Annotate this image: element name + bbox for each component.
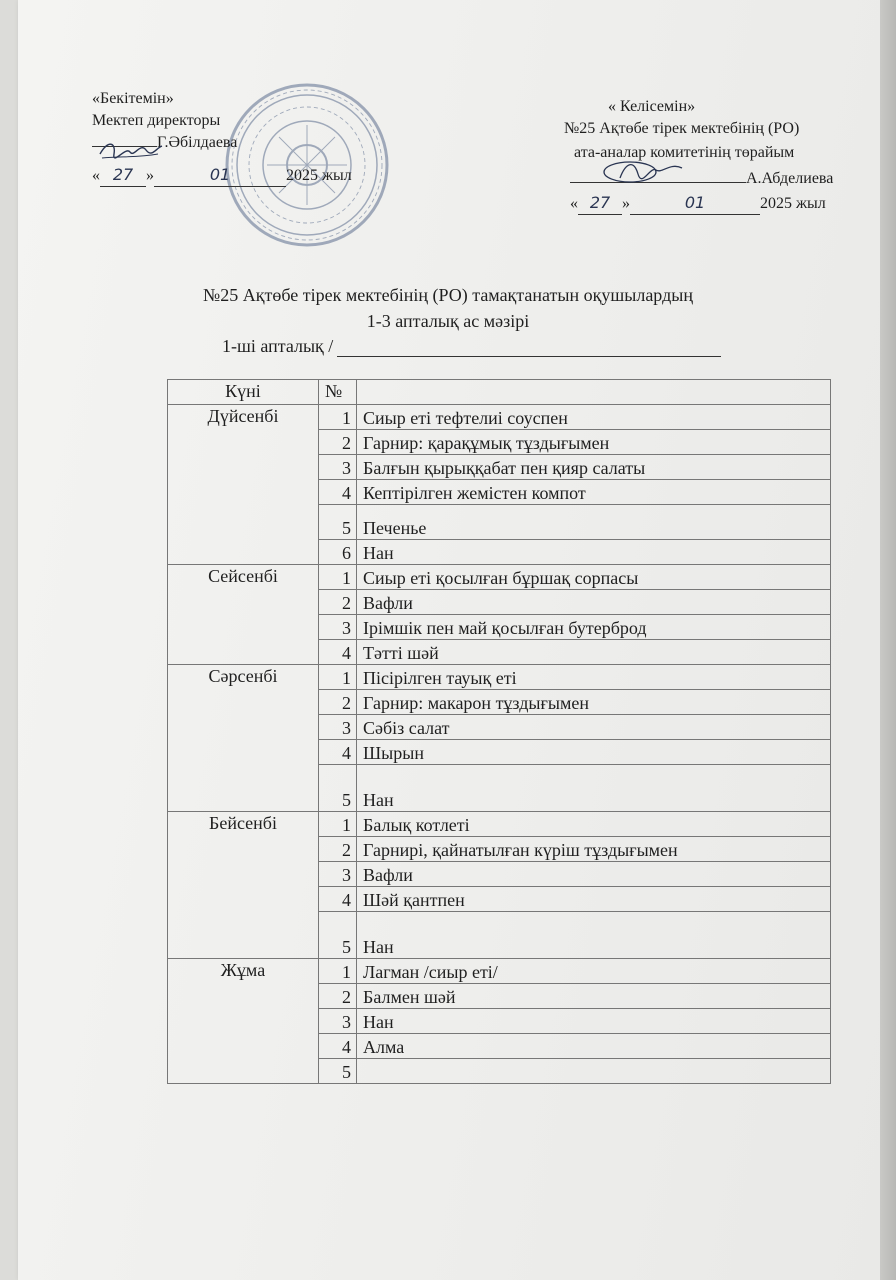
agreement-name: А.Абделиева — [746, 170, 834, 187]
dish-name: Балмен шәй — [357, 984, 831, 1009]
dish-name: Сиыр еті қосылған бұршақ сорпасы — [357, 565, 831, 590]
week-label — [222, 336, 721, 357]
item-number: 1 — [319, 565, 357, 590]
item-number: 5 — [319, 912, 357, 959]
director-signature-icon — [96, 136, 166, 166]
approval-year: 2025 жыл — [286, 167, 352, 184]
dish-name: Балғын қырыққабат пен қияр салаты — [357, 455, 831, 480]
item-number: 2 — [319, 690, 357, 715]
table-header-row — [168, 380, 831, 405]
dish-name: Ірімшік пен май қосылған бутерброд — [357, 615, 831, 640]
agreement-month: 01 — [630, 192, 760, 215]
header-day: Күні — [168, 380, 319, 405]
item-number: 4 — [319, 887, 357, 912]
table-row — [168, 665, 831, 690]
table-row — [168, 565, 831, 590]
agreement-date: « 27 » 01 2025 жыл — [570, 192, 826, 215]
approval-label: «Бекітемін» — [92, 90, 174, 107]
approval-date: « 27 » 01 2025 жыл — [92, 164, 352, 187]
document-title: №25 Ақтөбе тірек мектебінің (РО) тамақтанатын оқушылардың — [203, 285, 693, 305]
item-number: 3 — [319, 715, 357, 740]
table-row — [168, 405, 831, 430]
dish-name: Шырын — [357, 740, 831, 765]
header-num: № — [319, 380, 357, 405]
item-number: 4 — [319, 480, 357, 505]
item-number: 5 — [319, 765, 357, 812]
item-number: 4 — [319, 740, 357, 765]
dish-name: Гарнир: қарақұмық тұздығымен — [357, 430, 831, 455]
committee-signature-icon — [590, 156, 686, 190]
agreement-day: 27 — [578, 192, 622, 215]
agreement-year: 2025 жыл — [760, 195, 826, 212]
approval-month: 01 — [154, 164, 286, 187]
header-dish — [357, 380, 831, 405]
document-subtitle: 1-3 апталық ас мәзірі — [366, 311, 530, 331]
dish-name: Алма — [357, 1034, 831, 1059]
dish-name: Тәтті шәй — [357, 640, 831, 665]
agreement-label: « Келісемін» — [608, 98, 696, 115]
page-edge — [880, 0, 896, 1280]
item-number: 3 — [319, 455, 357, 480]
dish-name: Вафли — [357, 590, 831, 615]
item-number: 2 — [319, 590, 357, 615]
table-row — [168, 959, 831, 984]
dish-name — [357, 1059, 831, 1084]
agreement-org: №25 Ақтөбе тірек мектебінің (РО) — [564, 120, 800, 137]
dish-name: Нан — [357, 765, 831, 812]
item-number: 2 — [319, 430, 357, 455]
dish-name: Нан — [357, 1009, 831, 1034]
item-number: 5 — [319, 505, 357, 540]
day-cell: Жұма — [168, 959, 319, 1084]
dish-name: Вафли — [357, 862, 831, 887]
agreement-role: ата-аналар комитетінің төрайым — [574, 144, 795, 161]
dish-name: Гарнир: макарон тұздығымен — [357, 690, 831, 715]
item-number: 4 — [319, 640, 357, 665]
dish-name: Пісірілген тауық еті — [357, 665, 831, 690]
dish-name: Шәй қантпен — [357, 887, 831, 912]
day-cell: Бейсенбі — [168, 812, 319, 959]
approval-name: Г.Әбілдаева — [157, 134, 238, 151]
approval-day: 27 — [100, 164, 146, 187]
dish-name: Кептірілген жемістен компот — [357, 480, 831, 505]
dish-name: Сиыр еті тефтелиі соуспен — [357, 405, 831, 430]
week-blank-line — [337, 340, 721, 357]
dish-name: Сәбіз салат — [357, 715, 831, 740]
day-cell: Дүйсенбі — [168, 405, 319, 565]
day-cell: Сейсенбі — [168, 565, 319, 665]
item-number: 6 — [319, 540, 357, 565]
dish-name: Нан — [357, 540, 831, 565]
item-number: 3 — [319, 1009, 357, 1034]
item-number: 3 — [319, 862, 357, 887]
approval-role: Мектеп директоры — [92, 112, 221, 129]
dish-name: Лагман /сиыр еті/ — [357, 959, 831, 984]
week-text: 1-ші апталық / — [222, 336, 334, 356]
item-number: 1 — [319, 665, 357, 690]
dish-name: Печенье — [357, 505, 831, 540]
table-row — [168, 812, 831, 837]
dish-name: Нан — [357, 912, 831, 959]
item-number: 1 — [319, 812, 357, 837]
item-number: 1 — [319, 405, 357, 430]
item-number: 1 — [319, 959, 357, 984]
dish-name: Гарнирі, қайнатылған күріш тұздығымен — [357, 837, 831, 862]
item-number: 4 — [319, 1034, 357, 1059]
dish-name: Балық котлеті — [357, 812, 831, 837]
item-number: 2 — [319, 837, 357, 862]
day-cell: Сәрсенбі — [168, 665, 319, 812]
item-number: 3 — [319, 615, 357, 640]
item-number: 2 — [319, 984, 357, 1009]
menu-table — [167, 379, 831, 1084]
item-number: 5 — [319, 1059, 357, 1084]
